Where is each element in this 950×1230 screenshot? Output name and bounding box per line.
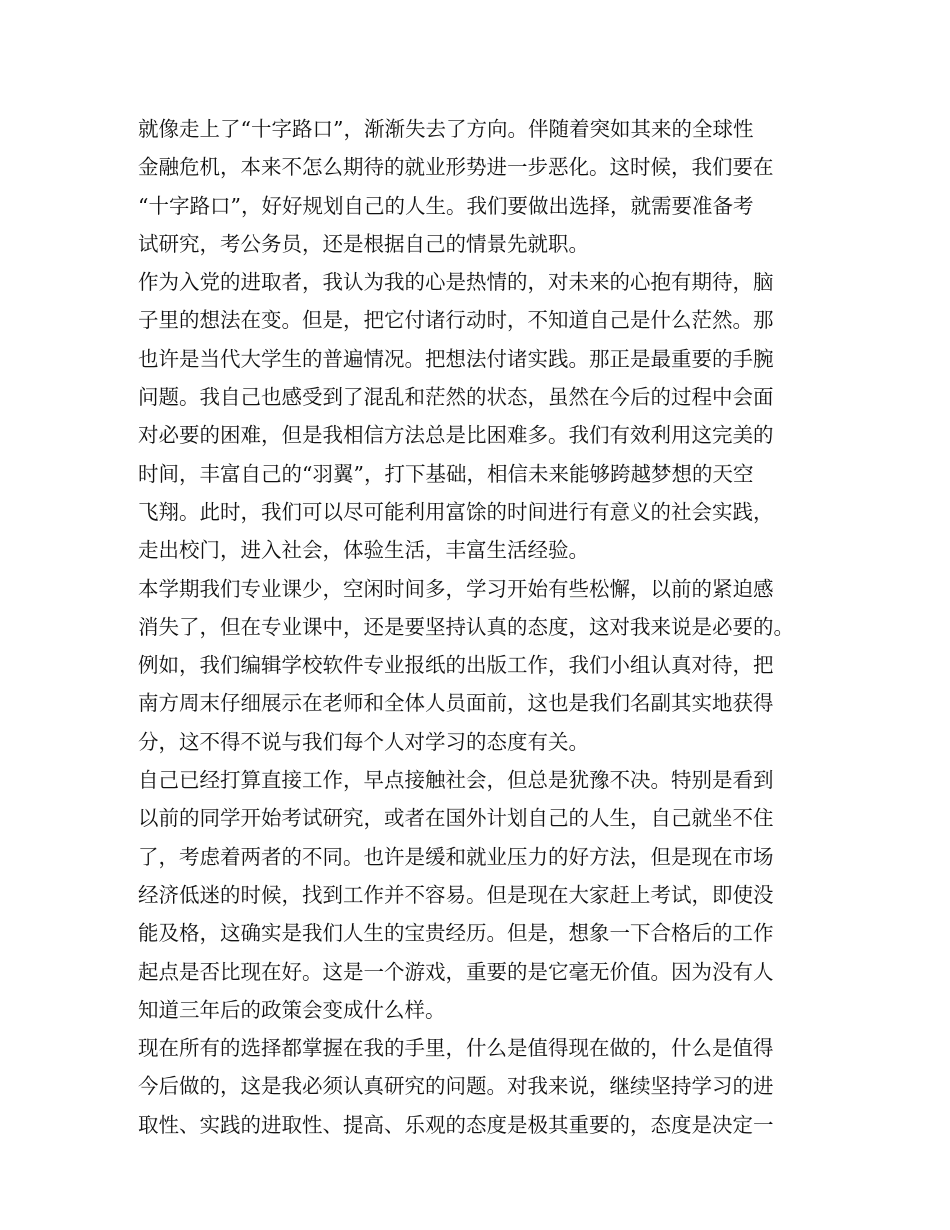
text-line: 消失了，但在专业课中，还是要坚持认真的态度，这对我来说是必要的。 [138,614,794,639]
text-line: 了，考虑着两者的不同。也许是缓和就业压力的好方法，但是现在市场 [138,844,774,869]
text-line: 子里的想法在变。但是，把它付诸行动时，不知道自己是什么茫然。那 [138,308,774,333]
text-line: 飞翔。此时，我们可以尽可能利用富馀的时间进行有意义的社会实践， [138,499,774,524]
text-line: 作为入党的进取者，我认为我的心是热情的，对未来的心抱有期待，脑 [138,270,774,295]
text-line: 问题。我自己也感受到了混乱和茫然的状态，虽然在今后的过程中会面 [138,385,774,410]
text-line: 经济低迷的时候，找到工作并不容易。但是现在大家赶上考试，即使没 [138,882,774,907]
text-line: 也许是当代大学生的普遍情况。把想法付诸实践。那正是最重要的手腕 [138,346,774,371]
text-line: 今后做的，这是我必须认真研究的问题。对我来说，继续坚持学习的进 [138,1074,774,1099]
text-line: “十字路口”，好好规划自己的人生。我们要做出选择，就需要准备考 [138,193,754,218]
document-body [138,110,828,1144]
text-line: 知道三年后的政策会变成什么样。 [138,997,446,1022]
text-line: 走出校门，进入社会，体验生活，丰富生活经验。 [138,538,589,563]
text-line: 就像走上了“十字路口”，渐渐失去了方向。伴随着突如其来的全球性 [138,117,754,141]
text-line: 试研究，考公务员，还是根据自己的情景先就职。 [138,231,589,256]
text-line: 金融危机，本来不怎么期待的就业形势进一步恶化。这时候，我们要在 [138,155,774,180]
text-line: 现在所有的选择都掌握在我的手里，什么是值得现在做的，什么是值得 [138,1036,774,1061]
text-line: 对必要的困难，但是我相信方法总是比困难多。我们有效利用这完美的 [138,423,774,448]
text-line: 时间，丰富自己的“羽翼”，打下基础，相信未来能够跨越梦想的天空 [138,461,754,486]
text-line: 起点是否比现在好。这是一个游戏，重要的是它毫无价值。因为没有人 [138,959,774,984]
text-line: 以前的同学开始考试研究，或者在国外计划自己的人生，自己就坐不住 [138,806,774,831]
text-line: 分，这不得不说与我们每个人对学习的态度有关。 [138,729,589,754]
text-line: 南方周末仔细展示在老师和全体人员面前，这也是我们名副其实地获得 [138,691,774,716]
text-line: 本学期我们专业课少，空闲时间多，学习开始有些松懈，以前的紧迫感 [138,576,774,601]
text-line: 取性、实践的进取性、提高、乐观的态度是极其重要的，态度是决定一 [138,1112,774,1137]
text-line: 能及格，这确实是我们人生的宝贵经历。但是，想象一下合格后的工作 [138,921,774,946]
text-line: 自己已经打算直接工作，早点接触社会，但总是犹豫不决。特别是看到 [138,768,774,793]
text-line: 例如，我们编辑学校软件专业报纸的出版工作，我们小组认真对待，把 [138,653,774,678]
